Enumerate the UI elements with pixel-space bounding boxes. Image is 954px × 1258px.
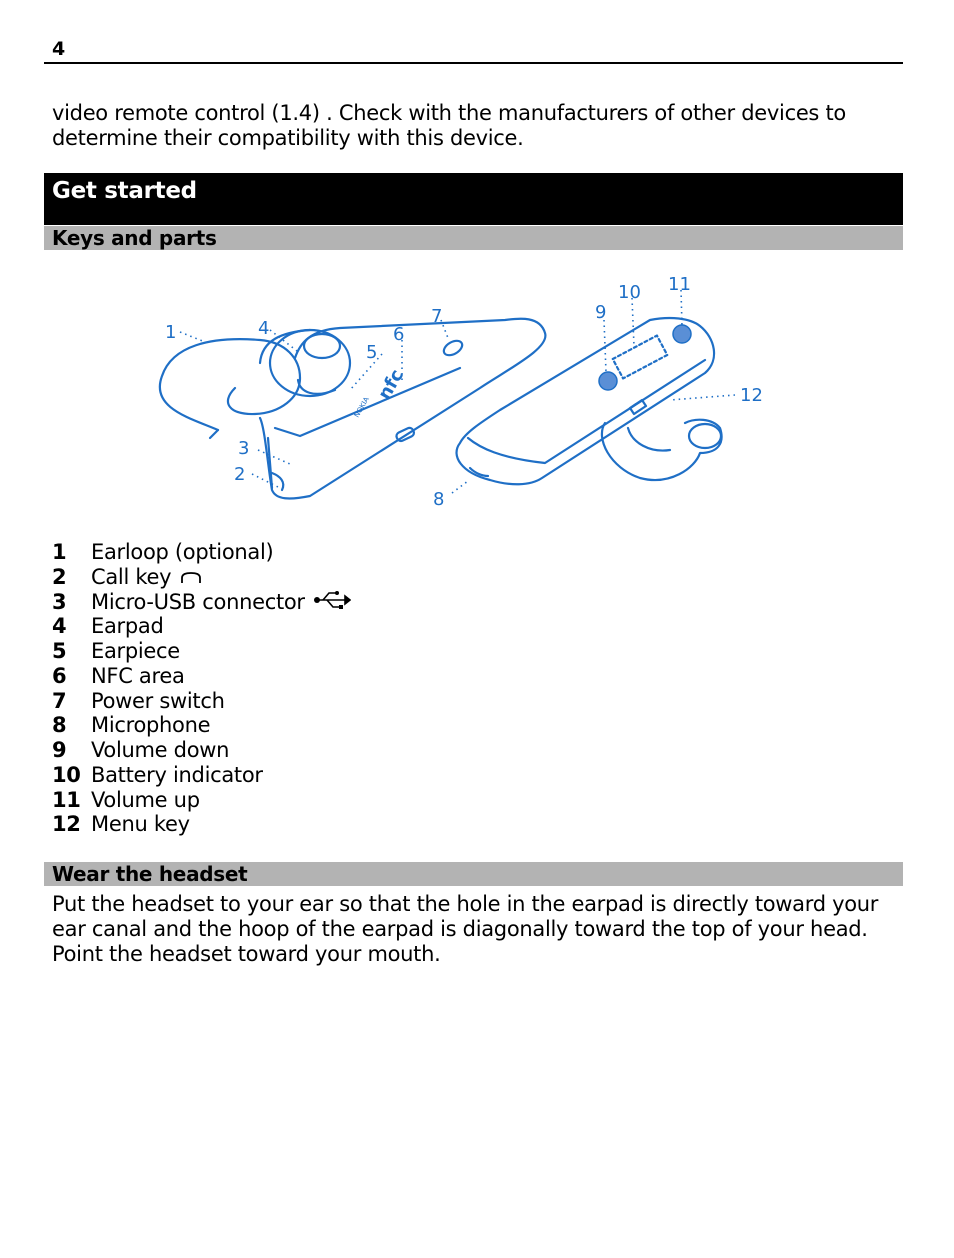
headset-diagram	[150, 268, 790, 518]
nfc-mark: nfc	[374, 365, 408, 404]
part-number: 3	[52, 589, 67, 614]
part-number: 8	[52, 713, 67, 738]
subsection-header-keys	[44, 226, 903, 250]
usb-icon	[313, 590, 351, 615]
list-item	[52, 689, 351, 714]
list-item	[52, 614, 351, 639]
part-label: Earpad	[91, 614, 164, 639]
part-label: Microphone	[91, 713, 211, 738]
part-label: NFC area	[91, 663, 185, 688]
list-item	[52, 738, 351, 763]
part-label: Power switch	[91, 688, 225, 713]
callout-7: 7	[431, 306, 443, 327]
list-item	[52, 565, 351, 590]
part-label: Micro-USB connector	[91, 589, 305, 614]
part-number: 12	[52, 812, 81, 837]
part-number: 11	[52, 787, 81, 812]
list-item	[52, 763, 351, 788]
page-number: 4	[52, 38, 66, 60]
list-item	[52, 713, 351, 738]
callout-8: 8	[433, 489, 445, 510]
callout-10: 10	[618, 282, 641, 303]
callout-11: 11	[668, 274, 691, 295]
part-number: 5	[52, 639, 67, 663]
subsection-header-wear	[44, 862, 903, 886]
part-label: Volume up	[91, 787, 200, 812]
part-number: 6	[52, 663, 67, 688]
callout-1: 1	[165, 322, 177, 343]
wear-paragraph: Put the headset to your ear so that the hole in the earpad is directly toward your ear canal and the hoop of the earpad is diagonally toward the top of your head. Point the headset toward your mouth.	[52, 892, 879, 966]
part-label: Earpiece	[91, 639, 180, 663]
list-item	[52, 812, 351, 837]
header-rule	[44, 62, 903, 64]
part-label: Battery indicator	[91, 762, 263, 787]
list-item	[52, 788, 351, 813]
part-label: Call key	[91, 564, 172, 589]
part-number: 1	[52, 540, 67, 564]
callout-4: 4	[258, 318, 270, 339]
part-number: 2	[52, 564, 67, 589]
part-number: 4	[52, 614, 67, 639]
callout-9: 9	[595, 302, 607, 323]
part-number: 10	[52, 762, 81, 787]
subsection-title-wear: Wear the headset	[52, 862, 248, 886]
right-body-drawing	[457, 318, 715, 484]
callout-6: 6	[393, 324, 405, 345]
list-item	[52, 664, 351, 689]
part-label: Volume down	[91, 738, 230, 762]
part-number: 9	[52, 738, 67, 762]
list-item	[52, 590, 351, 615]
part-label: Earloop (optional)	[91, 540, 274, 564]
part-number: 7	[52, 688, 67, 713]
list-item	[52, 540, 351, 565]
intro-paragraph: video remote control (1.4) . Check with the manufacturers of other devices to determine their compatibility with this device.	[52, 101, 846, 150]
callout-5: 5	[366, 342, 378, 363]
section-title: Get started	[52, 178, 197, 204]
subsection-title-keys: Keys and parts	[52, 226, 217, 250]
section-header	[44, 173, 903, 225]
callout-2: 2	[234, 464, 246, 485]
parts-list	[52, 540, 351, 837]
brand-mark: NOKIA	[352, 395, 371, 419]
list-item	[52, 639, 351, 664]
part-label: Menu key	[91, 812, 190, 837]
callout-3: 3	[238, 438, 250, 459]
callout-12: 12	[740, 385, 763, 406]
call-key-icon	[179, 566, 203, 590]
